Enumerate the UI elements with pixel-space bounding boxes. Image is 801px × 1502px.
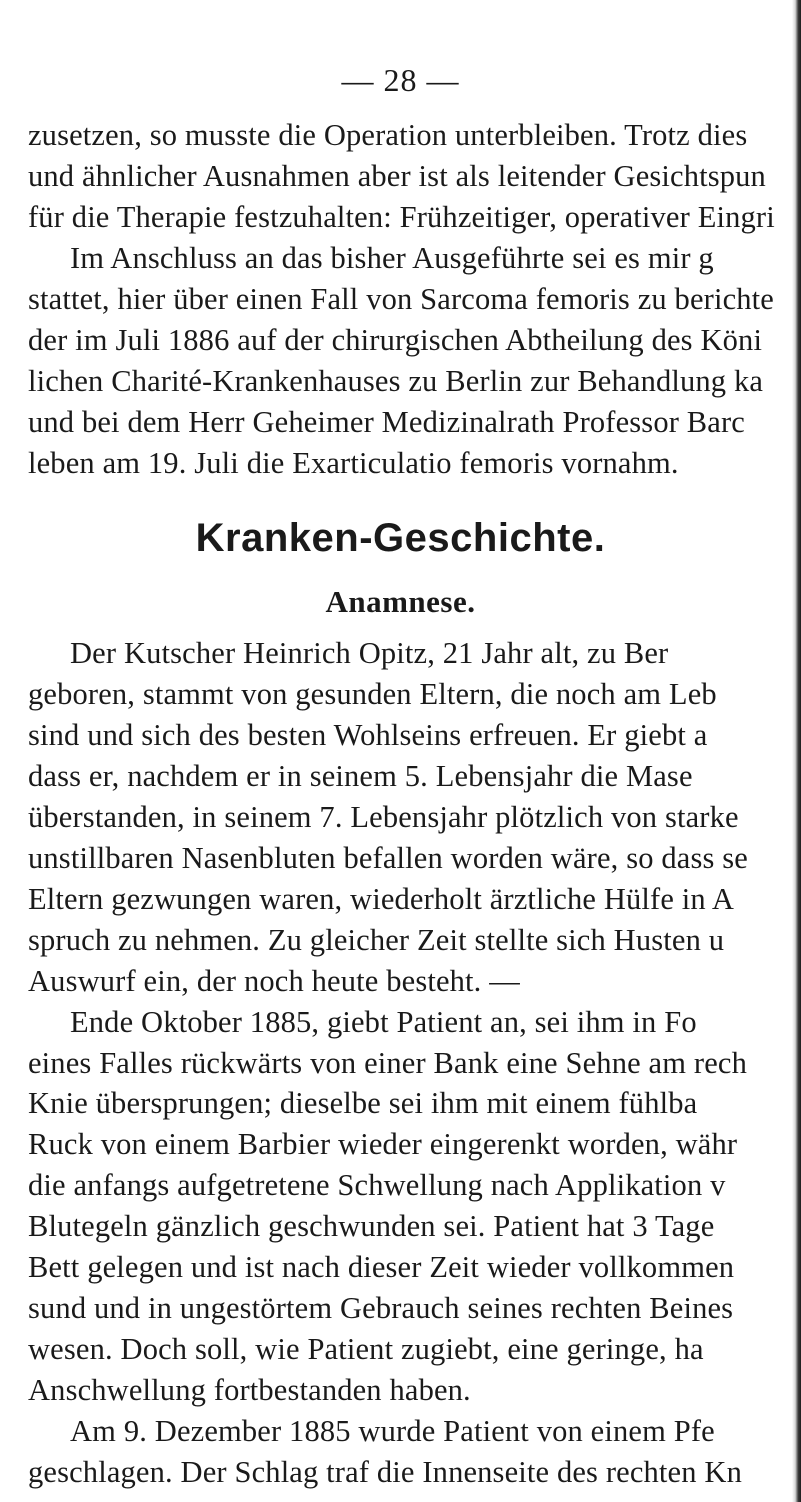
text-line: leben am 19. Juli die Exarticulatio femoris vornahm. <box>28 445 679 480</box>
text-line: die anfangs aufgetretene Schwellung nach Applikation v <box>28 1168 726 1203</box>
text-line: Im Anschluss an das bisher Ausgeführte sei es mir g <box>70 240 714 275</box>
text-line: stattet, hier über einen Fall von Sarcoma femoris zu berichte <box>28 281 774 316</box>
text-line: Am 9. Dezember 1885 wurde Patient von einem Pfe <box>70 1414 715 1448</box>
text-line: unstillbaren Nasenbluten befallen worden wäre, so dass se <box>28 840 748 875</box>
text-line: wesen. Doch soll, wie Patient zugiebt, eine geringe, ha <box>28 1332 704 1367</box>
text-line: für die Therapie festzuhalten: Frühzeitiger, operativer Eingri <box>28 199 775 234</box>
text-line: der im Juli 1886 auf der chirurgischen Abtheilung des Köni <box>28 322 763 357</box>
text-line: Der Kutscher Heinrich Opitz, 21 Jahr alt, zu Ber <box>70 636 669 670</box>
text-line: geschlagen. Der Schlag traf die Innenseite des rechten Kn <box>28 1454 742 1489</box>
text-line: lichen Charité-Krankenhauses zu Berlin zur Behandlung ka <box>28 363 764 398</box>
text-line: zusetzen, so musste die Operation unterbleiben. Trotz dies <box>28 118 748 152</box>
text-line: und ähnlicher Ausnahmen aber ist als leitender Gesichtspun <box>28 158 766 193</box>
text-line: überstanden, in seinem 7. Lebensjahr plötzlich von starke <box>28 799 739 834</box>
text-line: und bei dem Herr Geheimer Medizinalrath Professor Barc <box>28 404 745 439</box>
text-line: eines Falles rückwärts von einer Bank eine Sehne am rech <box>28 1045 747 1080</box>
text-line: Ende Oktober 1885, giebt Patient an, sei ihm in Fo <box>70 1004 697 1039</box>
text-line: sund und in ungestörtem Gebrauch seines rechten Beines <box>28 1291 734 1326</box>
text-line: Eltern gezwungen waren, wiederholt ärztliche Hülfe in A <box>28 881 735 916</box>
text-line: Ruck von einem Barbier wieder eingerenkt worden, währ <box>28 1127 738 1162</box>
text-line: Auswurf ein, der noch heute besteht. — <box>28 963 520 998</box>
text-line: Knie übersprungen; dieselbe sei ihm mit einem fühlba <box>28 1086 698 1121</box>
text-line: sind und sich des besten Wohlseins erfreuen. Er giebt a <box>28 717 708 752</box>
text-line: Blutegeln gänzlich geschwunden sei. Patient hat 3 Tage <box>28 1209 715 1244</box>
text-line: Anschwellung fortbestanden haben. <box>28 1373 471 1407</box>
section-heading: Kranken-Geschichte. <box>195 515 606 560</box>
text-line: dass er, nachdem er in seinem 5. Lebensjahr die Mase <box>28 758 693 793</box>
page-number: — 28 — <box>341 62 460 98</box>
page-edge-shadow <box>792 0 801 1502</box>
section-subheading: Anamnese. <box>325 584 476 620</box>
text-line: geboren, stammt von gesunden Eltern, die noch am Leb <box>28 677 717 711</box>
text-line: Bett gelegen und ist nach dieser Zeit wieder vollkommen <box>28 1250 735 1285</box>
text-line: spruch zu nehmen. Zu gleicher Zeit stellte sich Husten u <box>28 922 725 957</box>
